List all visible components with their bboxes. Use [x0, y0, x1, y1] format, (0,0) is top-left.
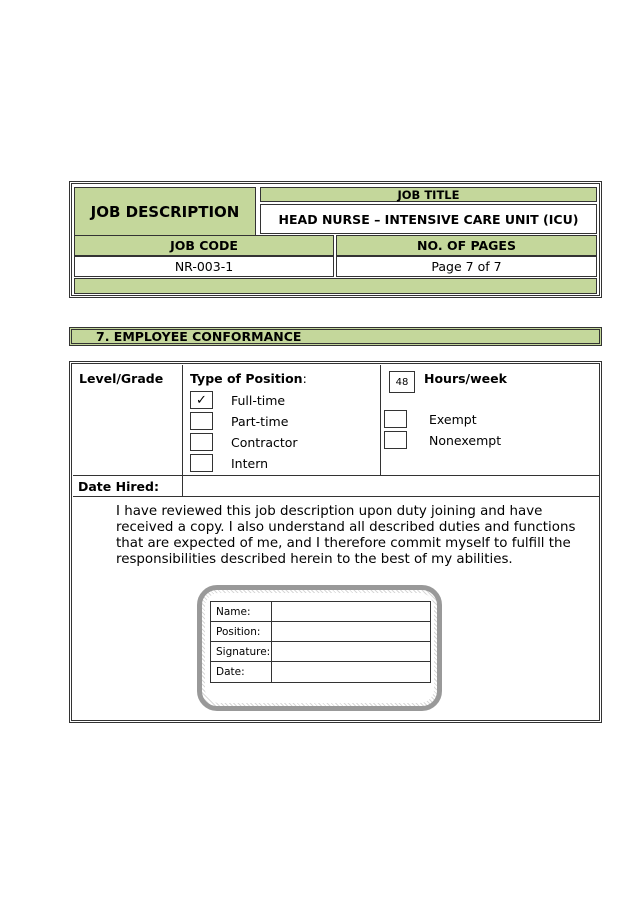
header-table [69, 181, 602, 298]
pages-cell [336, 256, 597, 277]
section-title: 7. EMPLOYEE CONFORMANCE [96, 329, 302, 344]
header-bottom-strip [74, 278, 597, 294]
date-hired-field[interactable] [183, 476, 599, 496]
job-title-cell [260, 204, 597, 234]
job-code-label: JOB CODE [170, 238, 238, 253]
level-grade-cell [73, 365, 183, 475]
section-title-bar [69, 327, 602, 346]
date-hired-row [73, 475, 599, 497]
hours-value-box[interactable] [389, 371, 415, 393]
check-mark-icon: ✓ [196, 392, 207, 408]
date-hired-label: Date Hired: [78, 478, 159, 494]
level-grade-label: Level/Grade [79, 371, 164, 386]
job-title-value: HEAD NURSE – INTENSIVE CARE UNIT (ICU) [278, 211, 579, 227]
hours-week-label: Hours/week [424, 371, 507, 386]
signature-row-signature [211, 642, 430, 662]
nonexempt-label: Nonexempt [429, 433, 502, 448]
name-field[interactable] [272, 602, 430, 621]
job-code-header [74, 235, 334, 256]
contractor-checkbox[interactable] [190, 433, 213, 451]
exempt-label: Exempt [429, 412, 477, 427]
intern-checkbox[interactable] [190, 454, 213, 472]
job-title-header [260, 187, 597, 202]
date-label: Date: [211, 662, 272, 682]
pages-value: Page 7 of 7 [431, 259, 502, 274]
date-field[interactable] [272, 662, 430, 682]
exempt-checkbox[interactable] [384, 410, 407, 428]
name-label: Name: [211, 602, 272, 621]
job-code-cell [74, 256, 334, 277]
signature-row-position [211, 622, 430, 642]
position-field[interactable] [272, 622, 430, 641]
signature-field[interactable] [272, 642, 430, 661]
signature-label: Signature: [211, 642, 272, 661]
parttime-label: Part-time [231, 414, 289, 429]
hours-value: 48 [395, 376, 409, 388]
signature-row-date [211, 662, 430, 682]
signature-frame [197, 585, 442, 711]
signature-table [210, 601, 431, 683]
position-label: Position: [211, 622, 272, 641]
pages-label: NO. OF PAGES [417, 238, 516, 253]
contractor-label: Contractor [231, 435, 298, 450]
doc-type-cell [74, 187, 256, 236]
intern-label: Intern [231, 456, 269, 471]
hours-cell [381, 365, 599, 475]
doc-type-label: JOB DESCRIPTION [90, 202, 240, 221]
nonexempt-checkbox[interactable] [384, 431, 407, 449]
job-code-value: NR-003-1 [174, 259, 234, 274]
type-of-position-label: Type of Position [190, 371, 303, 386]
statement-text: I have reviewed this job description upon duty joining and have received a copy. I also understand all described duties and functions that are expected of me, and I therefore commit myself to fulfill the responsibilities described herein to the best of my abilities. [116, 504, 576, 567]
pages-header [336, 235, 597, 256]
conformance-table [69, 361, 602, 723]
signature-row-name [211, 602, 430, 622]
parttime-checkbox[interactable] [190, 412, 213, 430]
job-title-label: JOB TITLE [397, 187, 460, 202]
fulltime-label: Full-time [231, 393, 286, 408]
type-of-position-colon: : [302, 371, 307, 386]
fulltime-checkbox[interactable] [190, 391, 213, 409]
type-of-position-cell [183, 365, 381, 475]
